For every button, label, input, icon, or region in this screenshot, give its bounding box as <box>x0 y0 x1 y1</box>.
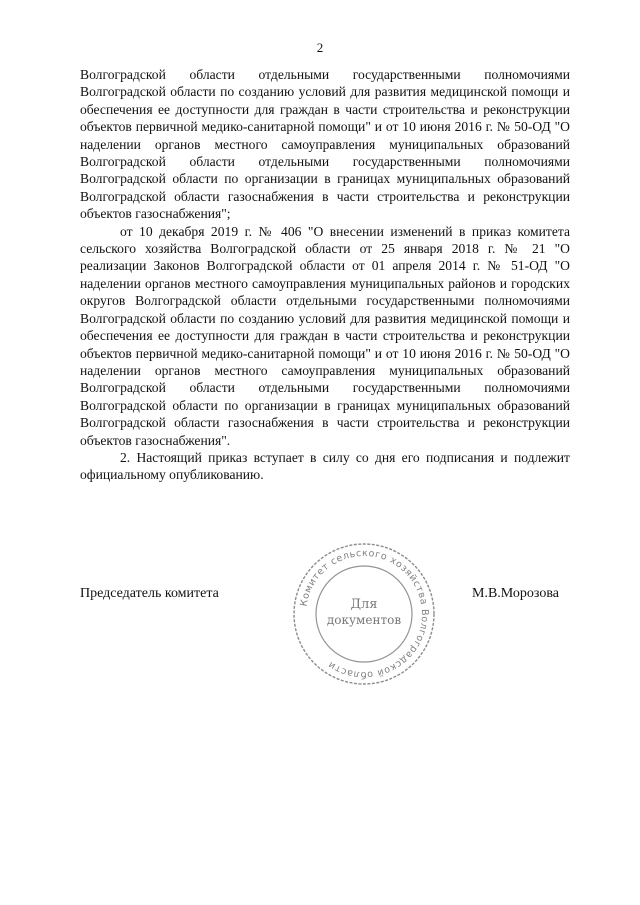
stamp-center-line1: Для <box>350 597 378 612</box>
paragraph-continuation: Волгоградской области отдельными государственными полномочиями Волгоградской области по созданию условий для развития медицинской помощи и обеспечения ее доступности для граждан в части строительства и реконструкции объектов первичной медико-санитарной помощи" и от 10 июня 2016 г. № 50-ОД "О наделении органов местного самоуправления муниципальных образований Волгоградской области отдельными государственными полномочиями Волгоградской области по организации в границах муниципальных образований Волгоградской области газоснабжения в части строительства и реконструкции объектов газоснабжения"; <box>80 67 570 222</box>
stamp-center-line2: документов <box>326 613 402 627</box>
signatory-name: М.В.Морозова <box>472 586 559 601</box>
paragraph-order-406: от 10 декабря 2019 г. № 406 "О внесении изменений в приказ комитета сельского хозяйства Волгоградской области от 25 января 2018 г. № 21 "О реализации Законов Волгоградской области от 01 апреля 2014 г. № 51-ОД "О наделении органов местного самоуправления муниципальных районов и городских округов Волгоградской области отдельными государственными полномочиями Волгоградской области по созданию условий для развития медицинской помощи и обеспечения ее доступности для граждан в части строительства и реконструкции объектов первичной медико-санитарной помощи" и от 10 июня 2016 г. № 50-ОД "О наделении органов местного самоуправления муниципальных образований Волгоградской области отдельными государственными полномочиями Волгоградской области по организации в границах муниципальных образований Волгоградской области газоснабжения в части строительства и реконструкции объектов газоснабжения". <box>80 223 570 448</box>
signatory-position: Председатель комитета <box>80 586 219 601</box>
page-number: 2 <box>316 40 324 55</box>
document-body <box>80 66 570 484</box>
paragraph-effective-date: 2. Настоящий приказ вступает в силу со дня его подписания и подлежит официальному опубликованию. <box>80 449 570 483</box>
official-stamp <box>290 540 438 688</box>
stamp-ring-text: Комитет сельского хозяйства Волгоградской области <box>298 547 431 681</box>
